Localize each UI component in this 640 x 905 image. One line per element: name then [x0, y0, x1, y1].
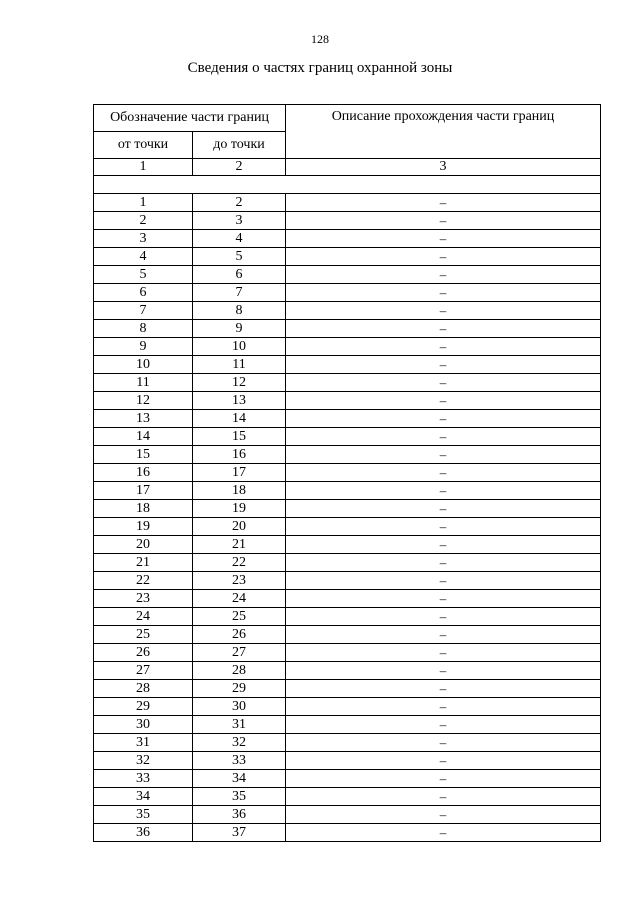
to-point-cell: 26: [193, 626, 286, 644]
description-cell: –: [286, 338, 601, 356]
table-row: [94, 824, 601, 842]
table-row: [94, 806, 601, 824]
from-point-cell: 13: [94, 410, 193, 428]
to-point-cell: 4: [193, 230, 286, 248]
to-point-cell: 2: [193, 194, 286, 212]
from-point-cell: 9: [94, 338, 193, 356]
header-description: Описание прохождения части границ: [286, 105, 601, 159]
description-cell: –: [286, 752, 601, 770]
table-row: [94, 320, 601, 338]
to-point-cell: 7: [193, 284, 286, 302]
to-point-cell: 10: [193, 338, 286, 356]
description-cell: –: [286, 608, 601, 626]
table-row: [94, 356, 601, 374]
table-row: [94, 734, 601, 752]
table-row: [94, 518, 601, 536]
table-row: [94, 536, 601, 554]
from-point-cell: 8: [94, 320, 193, 338]
to-point-cell: 25: [193, 608, 286, 626]
description-cell: –: [286, 230, 601, 248]
header-to-point: до точки: [193, 132, 286, 159]
from-point-cell: 34: [94, 788, 193, 806]
from-point-cell: 4: [94, 248, 193, 266]
table-row: [94, 716, 601, 734]
from-point-cell: 36: [94, 824, 193, 842]
table-row: [94, 662, 601, 680]
to-point-cell: 12: [193, 374, 286, 392]
description-cell: –: [286, 464, 601, 482]
description-cell: –: [286, 248, 601, 266]
from-point-cell: 22: [94, 572, 193, 590]
table-row: [94, 554, 601, 572]
to-point-cell: 22: [193, 554, 286, 572]
description-cell: –: [286, 536, 601, 554]
from-point-cell: 12: [94, 392, 193, 410]
to-point-cell: 14: [193, 410, 286, 428]
description-cell: –: [286, 482, 601, 500]
table-row: [94, 374, 601, 392]
description-cell: –: [286, 716, 601, 734]
description-cell: –: [286, 194, 601, 212]
table-row: [94, 644, 601, 662]
empty-cell: [94, 176, 601, 194]
to-point-cell: 18: [193, 482, 286, 500]
from-point-cell: 10: [94, 356, 193, 374]
table-row: [94, 410, 601, 428]
from-point-cell: 2: [94, 212, 193, 230]
empty-row: [94, 176, 601, 194]
to-point-cell: 21: [193, 536, 286, 554]
column-number: 2: [193, 159, 286, 176]
from-point-cell: 31: [94, 734, 193, 752]
description-cell: –: [286, 788, 601, 806]
table-row: [94, 302, 601, 320]
to-point-cell: 6: [193, 266, 286, 284]
description-cell: –: [286, 662, 601, 680]
to-point-cell: 34: [193, 770, 286, 788]
to-point-cell: 13: [193, 392, 286, 410]
to-point-cell: 24: [193, 590, 286, 608]
to-point-cell: 5: [193, 248, 286, 266]
table-row: [94, 608, 601, 626]
table-row: [94, 194, 601, 212]
table-row: [94, 752, 601, 770]
description-cell: –: [286, 626, 601, 644]
table-row: [94, 248, 601, 266]
to-point-cell: 15: [193, 428, 286, 446]
to-point-cell: 17: [193, 464, 286, 482]
description-cell: –: [286, 572, 601, 590]
from-point-cell: 28: [94, 680, 193, 698]
from-point-cell: 23: [94, 590, 193, 608]
table-row: [94, 428, 601, 446]
table-row: [94, 788, 601, 806]
description-cell: –: [286, 284, 601, 302]
from-point-cell: 11: [94, 374, 193, 392]
from-point-cell: 35: [94, 806, 193, 824]
to-point-cell: 9: [193, 320, 286, 338]
from-point-cell: 27: [94, 662, 193, 680]
to-point-cell: 19: [193, 500, 286, 518]
to-point-cell: 23: [193, 572, 286, 590]
description-cell: –: [286, 356, 601, 374]
table-row: [94, 446, 601, 464]
description-cell: –: [286, 806, 601, 824]
table-row: [94, 392, 601, 410]
table-row: [94, 482, 601, 500]
to-point-cell: 35: [193, 788, 286, 806]
table-row: [94, 500, 601, 518]
description-cell: –: [286, 644, 601, 662]
table-row: [94, 590, 601, 608]
from-point-cell: 30: [94, 716, 193, 734]
table-row: [94, 464, 601, 482]
table-row: [94, 230, 601, 248]
to-point-cell: 31: [193, 716, 286, 734]
header-boundary-parts: Обозначение части границ: [94, 105, 286, 132]
from-point-cell: 24: [94, 608, 193, 626]
from-point-cell: 3: [94, 230, 193, 248]
to-point-cell: 11: [193, 356, 286, 374]
from-point-cell: 6: [94, 284, 193, 302]
to-point-cell: 3: [193, 212, 286, 230]
from-point-cell: 19: [94, 518, 193, 536]
description-cell: –: [286, 500, 601, 518]
page-number: 128: [311, 32, 329, 46]
table-row: [94, 338, 601, 356]
description-cell: –: [286, 518, 601, 536]
description-cell: –: [286, 680, 601, 698]
from-point-cell: 1: [94, 194, 193, 212]
table-row: [94, 680, 601, 698]
description-cell: –: [286, 554, 601, 572]
table-row: [94, 212, 601, 230]
description-cell: –: [286, 320, 601, 338]
description-cell: –: [286, 824, 601, 842]
from-point-cell: 17: [94, 482, 193, 500]
column-number: 1: [94, 159, 193, 176]
to-point-cell: 27: [193, 644, 286, 662]
header-row: [94, 105, 601, 132]
description-cell: –: [286, 374, 601, 392]
description-cell: –: [286, 266, 601, 284]
to-point-cell: 37: [193, 824, 286, 842]
from-point-cell: 16: [94, 464, 193, 482]
description-cell: –: [286, 302, 601, 320]
to-point-cell: 8: [193, 302, 286, 320]
to-point-cell: 20: [193, 518, 286, 536]
boundary-table: [93, 104, 601, 842]
from-point-cell: 5: [94, 266, 193, 284]
description-cell: –: [286, 734, 601, 752]
description-cell: –: [286, 770, 601, 788]
from-point-cell: 29: [94, 698, 193, 716]
description-cell: –: [286, 410, 601, 428]
description-cell: –: [286, 212, 601, 230]
from-point-cell: 33: [94, 770, 193, 788]
from-point-cell: 7: [94, 302, 193, 320]
table-row: [94, 266, 601, 284]
table-row: [94, 770, 601, 788]
from-point-cell: 26: [94, 644, 193, 662]
description-cell: –: [286, 428, 601, 446]
column-number: 3: [286, 159, 601, 176]
header-from-point: от точки: [94, 132, 193, 159]
document-title: Сведения о частях границ охранной зоны: [187, 60, 453, 76]
to-point-cell: 33: [193, 752, 286, 770]
from-point-cell: 25: [94, 626, 193, 644]
to-point-cell: 30: [193, 698, 286, 716]
to-point-cell: 36: [193, 806, 286, 824]
from-point-cell: 21: [94, 554, 193, 572]
column-number-row: [94, 159, 601, 176]
from-point-cell: 32: [94, 752, 193, 770]
to-point-cell: 29: [193, 680, 286, 698]
to-point-cell: 28: [193, 662, 286, 680]
table-row: [94, 698, 601, 716]
description-cell: –: [286, 590, 601, 608]
to-point-cell: 32: [193, 734, 286, 752]
description-cell: –: [286, 446, 601, 464]
table-row: [94, 284, 601, 302]
table-row: [94, 572, 601, 590]
description-cell: –: [286, 698, 601, 716]
from-point-cell: 15: [94, 446, 193, 464]
from-point-cell: 18: [94, 500, 193, 518]
description-cell: –: [286, 392, 601, 410]
table-row: [94, 626, 601, 644]
from-point-cell: 14: [94, 428, 193, 446]
to-point-cell: 16: [193, 446, 286, 464]
from-point-cell: 20: [94, 536, 193, 554]
